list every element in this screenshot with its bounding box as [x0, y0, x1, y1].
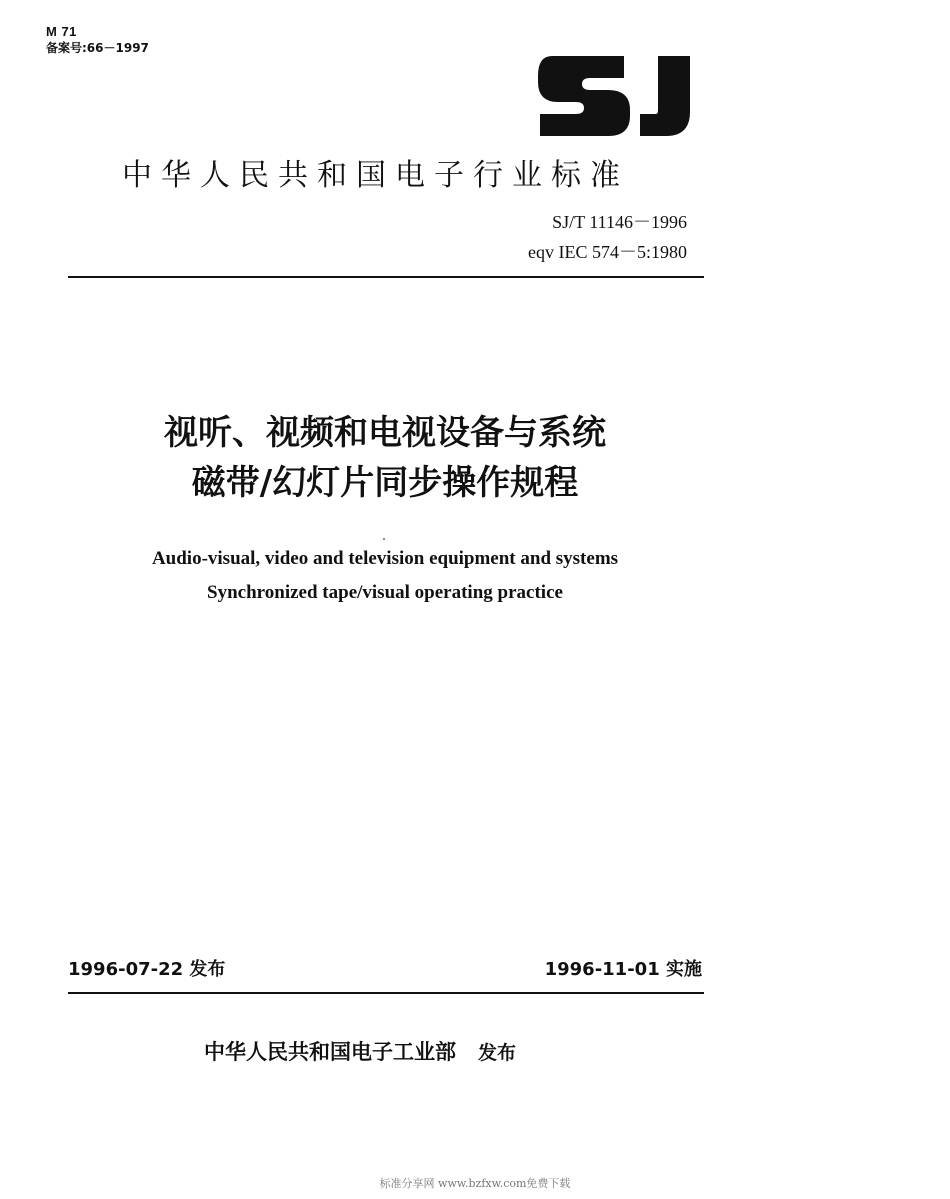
title-english-line-1: Audio-visual, video and television equipment and systems — [151, 548, 619, 569]
logo-letter-j — [640, 56, 690, 136]
classification-code: M 71 — [46, 24, 77, 39]
publisher-name: 中华人民共和国电子工业部 — [204, 1040, 456, 1064]
implementation-date: 1996-11-01 实施 — [544, 959, 702, 980]
scan-speck — [383, 538, 385, 540]
title-chinese-line-1: 视听、视频和电视设备与系统 — [164, 413, 606, 453]
organization-title: 中华人民共和国电子行业标准 — [122, 158, 629, 193]
top-divider — [68, 276, 704, 278]
title-chinese-line-2: 磁带/幻灯片同步操作规程 — [191, 463, 579, 503]
filing-number: 备案号:66－1997 — [46, 41, 149, 55]
publisher — [204, 1036, 516, 1069]
footer-watermark: 标准分享网 www.bzfxw.com免费下载 — [379, 1177, 571, 1190]
standard-number: SJ/T 11146－1996 — [552, 212, 687, 232]
issue-date: 1996-07-22 发布 — [68, 959, 226, 980]
bottom-divider — [68, 992, 704, 994]
standard-equivalence: eqv IEC 574－5:1980 — [528, 242, 687, 262]
title-english-line-2: Synchronized tape/visual operating practice — [207, 582, 563, 603]
sj-logo — [532, 52, 694, 138]
logo-letter-s — [538, 56, 630, 136]
publisher-verb: 发布 — [478, 1042, 517, 1064]
